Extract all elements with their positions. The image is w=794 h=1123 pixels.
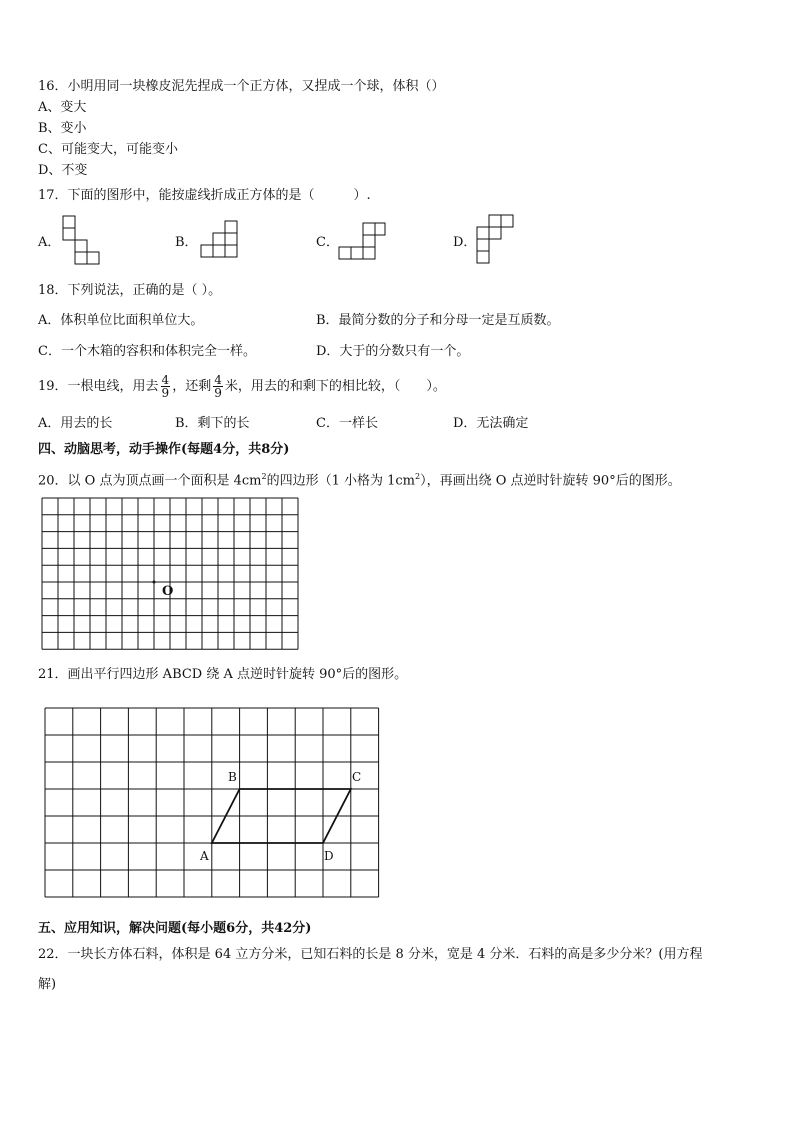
q20-grid [40, 496, 300, 652]
q16-option-a: A、变大 [38, 100, 87, 115]
q18-option-a: A．体积单位比面积单位大。 [38, 313, 204, 328]
q19-stem-b: ，还剩 [172, 379, 212, 394]
q19-option-a: A．用去的长 [38, 416, 113, 431]
q17-option-a: A． [38, 235, 61, 250]
q17-option-d: D． [453, 235, 477, 250]
q19-option-b: B．剩下的长 [175, 416, 250, 431]
q19-stem [38, 370, 446, 404]
q18-option-d: D．大于的分数只有一个。 [316, 344, 470, 359]
q20-sup1: 2 [261, 472, 267, 481]
q19-frac2-num: 4 [214, 373, 222, 387]
q21-stem: 21．画出平行四边形 ABCD 绕 A 点逆时针旋转 90°后的图形。 [38, 667, 408, 682]
q19-fraction-used [161, 374, 171, 399]
q19-frac2-den: 9 [214, 386, 222, 400]
q21-label-b: B [228, 770, 237, 784]
q19-frac1-num: 4 [161, 373, 170, 387]
q20-stem-c: ），再画出绕 O 点逆时针旋转 90°后的图形。 [420, 473, 681, 489]
q19-stem-a: 19．一根电线，用去 [38, 379, 159, 394]
q20-sup2: 2 [415, 472, 421, 481]
q18-stem: 18．下列说法，正确的是（ ）。 [38, 283, 222, 298]
q17-net-a [60, 214, 102, 270]
q16-stem: 16．小明用同一块橡皮泥先捏成一个正方体，又捏成一个球，体积（） [38, 79, 445, 94]
q19-option-d: D．无法确定 [453, 416, 529, 431]
q18-option-b: B．最简分数的分子和分母一定是互质数。 [316, 313, 560, 328]
q21-grid [43, 706, 381, 900]
q16-option-d: D、不变 [38, 163, 88, 178]
q16-option-c: C、可能变大，可能变小 [38, 142, 178, 157]
q20-stem [38, 469, 681, 489]
q21-label-c: C [352, 770, 362, 784]
q21-label-a: A [200, 849, 209, 863]
q22-line1: 22．一块长方体石料，体积是 64 立方分米，已知石料的长是 8 分米，宽是 4 分米．石料的高是多少分米？(用方程 [38, 947, 703, 962]
q19-frac1-den: 9 [161, 386, 170, 400]
q17-net-b [198, 218, 244, 264]
q20-point-o-label: O [162, 584, 174, 599]
q19-option-c: C．一样长 [316, 416, 378, 431]
section-5-heading: 五、应用知识，解决问题(每小题6分，共42分) [38, 921, 312, 936]
q18-option-c: C．一个木箱的容积和体积完全一样。 [38, 344, 256, 359]
q17-stem: 17．下面的图形中，能按虚线折成正方体的是（ ）. [38, 188, 371, 203]
q17-net-c [336, 220, 388, 264]
section-4-heading: 四、动脑思考，动手操作(每题4分，共8分) [38, 442, 290, 457]
point-o [153, 581, 156, 584]
q17-option-c: C． [316, 235, 339, 250]
q19-fraction-left [213, 374, 223, 399]
q17-net-d [474, 212, 518, 270]
q19-stem-c: 米，用去的和剩下的相比较，（ ）。 [224, 379, 446, 394]
q17-option-b: B． [175, 235, 198, 250]
q16-option-b: B、变小 [38, 121, 87, 136]
q20-stem-b: 的四边形（1 小格为 1cm [266, 473, 415, 489]
q22-line2: 解) [38, 977, 57, 992]
q21-label-d: D [324, 849, 334, 863]
q20-stem-a: 20．以 O 点为顶点画一个面积是 4cm [38, 473, 262, 489]
